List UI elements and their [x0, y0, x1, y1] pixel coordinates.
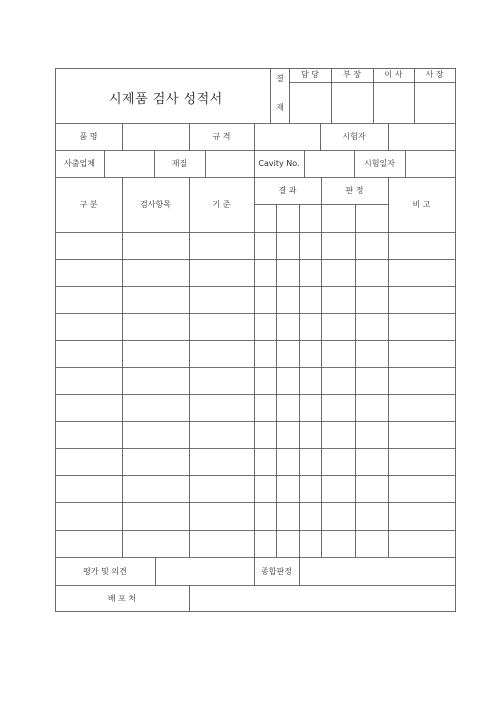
remarks-header: 비 고 — [412, 200, 431, 209]
test-date-label: 시험일자 — [364, 159, 395, 168]
distribution-label: 배 포 처 — [107, 594, 137, 603]
approval-role-dept-head: 부 장 — [343, 70, 361, 79]
judgment-header: 판 정 — [345, 186, 364, 195]
approval-label-bottom: 재 — [276, 103, 284, 112]
page-title: 시제품 검사 성적서 — [109, 92, 223, 107]
spec-label: 규 격 — [212, 132, 231, 141]
approval-role-ceo: 사 장 — [425, 70, 444, 79]
cavity-label: Cavity No. — [258, 159, 300, 168]
approval-role-manager: 담 당 — [301, 70, 319, 79]
approval-label-top: 결 — [276, 74, 284, 83]
tester-label: 시험자 — [342, 132, 366, 141]
material-label: 재질 — [171, 159, 188, 168]
category-header: 구 분 — [79, 200, 98, 209]
overall-judgment-label: 종합판정 — [261, 567, 292, 576]
result-header: 결 과 — [278, 186, 297, 195]
inspection-item-header: 검사항목 — [140, 200, 171, 209]
standard-header: 기 준 — [212, 200, 231, 209]
item-name-label: 품 명 — [79, 132, 98, 141]
approval-role-director: 이 사 — [384, 70, 403, 79]
evaluation-label: 평가 및 의견 — [83, 567, 127, 576]
supplier-label: 사출업체 — [64, 159, 95, 168]
